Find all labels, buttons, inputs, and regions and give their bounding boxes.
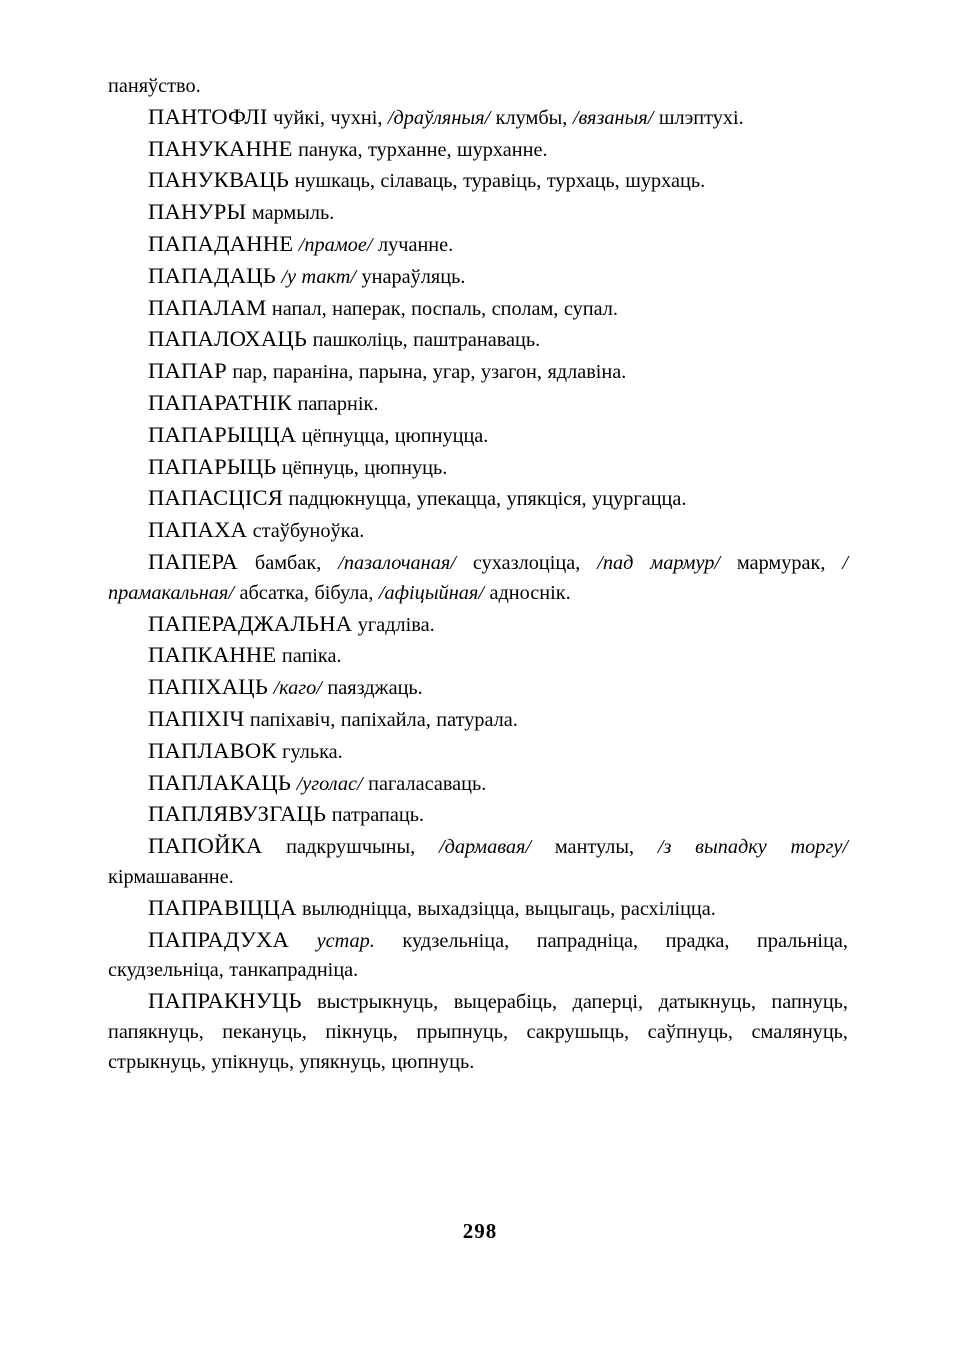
entry-senses <box>253 520 365 542</box>
dictionary-entry <box>108 293 848 325</box>
sense-qualifier: /драўляныя/ <box>387 106 491 129</box>
entry-senses <box>297 773 487 795</box>
sense-word-list: гулька. <box>282 740 343 763</box>
entry-headword: ПАПАДАЦЬ <box>148 262 276 288</box>
entry-headword: ПАПАЛАМ <box>148 294 267 320</box>
entry-senses <box>297 393 378 415</box>
sense-word-list: падкрушчыны, <box>286 836 439 859</box>
entry-headword: ПАНУРЫ <box>148 199 247 225</box>
sense-word-list: чуйкі, чухні, <box>273 106 388 129</box>
entry-headword: ПАПЕРА <box>148 548 238 574</box>
entry-senses <box>272 298 618 320</box>
entry-headword: ПАПІХАЦЬ <box>148 674 268 700</box>
sense-word-list: цёпнуцца, цюпнуцца. <box>301 424 489 447</box>
entry-headword: ПАПАСЦІСЯ <box>148 485 283 511</box>
entry-senses <box>298 139 548 161</box>
entry-senses <box>302 425 489 447</box>
entry-senses <box>252 202 334 224</box>
sense-word-list: папіка. <box>281 645 342 668</box>
entry-senses <box>358 614 435 636</box>
dictionary-entry <box>108 229 848 261</box>
sense-qualifier: /афіцыйная/ <box>378 581 484 604</box>
sense-word-list: шлэптухі. <box>653 106 744 129</box>
entry-headword: ПАПАРАТНІК <box>148 389 292 415</box>
sense-word-list: кудзельніца, папрадніца, прадка, пральніца, скудзельніца, танкапрадніца. <box>108 929 848 982</box>
dictionary-entry <box>108 736 848 768</box>
dictionary-entry <box>108 704 848 736</box>
sense-word-list: бамбак, <box>254 551 339 574</box>
entry-senses <box>273 107 744 129</box>
entry-headword: ПАПРАКНУЦЬ <box>148 988 302 1014</box>
dictionary-entry <box>108 483 848 515</box>
entry-senses <box>282 457 447 479</box>
sense-word-list: папарнік. <box>297 392 379 415</box>
sense-qualifier: /у такт/ <box>281 265 357 288</box>
entry-headword: ПАПЛАВОК <box>148 737 277 763</box>
entry-headword: ПАПІХІЧ <box>148 705 245 731</box>
entry-headword: ПАПРАВІЦЦА <box>148 894 297 920</box>
sense-word-list: цёпнуць, цюпнуць. <box>281 456 448 479</box>
runover-line: паняўство. <box>108 75 201 97</box>
entry-headword: ПАПАЛОХАЦЬ <box>148 326 308 352</box>
sense-word-list: абсатка, бібула, <box>233 581 379 604</box>
entry-senses <box>281 266 465 288</box>
sense-word-list: мармурак, <box>719 551 843 574</box>
entry-senses <box>288 488 686 510</box>
sense-word-list: мантулы, <box>531 836 658 859</box>
sense-word-list: нушкаць, сілаваць, туравіць, турхаць, шурхаць. <box>294 170 706 193</box>
sense-word-list: паязджаць. <box>321 677 423 700</box>
sense-word-list: пашколіць, паштранаваць. <box>312 329 541 352</box>
entry-headword: ПАПАРЫЦЦА <box>148 421 297 447</box>
entry-headword: ПАПОЙКА <box>148 833 263 859</box>
dictionary-entry <box>108 799 848 831</box>
dictionary-entry <box>108 356 848 388</box>
entry-headword: ПАПАР <box>148 358 227 384</box>
sense-word-list: панука, турханне, шурханне. <box>298 138 548 161</box>
entry-headword: ПАНУКВАЦЬ <box>148 167 290 193</box>
dictionary-entry <box>108 515 848 547</box>
entry-senses <box>250 709 518 731</box>
sense-word-list: лучанне. <box>372 233 454 256</box>
sense-word-list: кірмашаванне. <box>108 865 234 888</box>
entry-headword: ПАПАДАННЕ <box>148 230 294 256</box>
sense-qualifier: /з выпадку торгу/ <box>657 836 848 859</box>
entry-senses <box>273 677 422 699</box>
dictionary-entry <box>108 893 848 925</box>
dictionary-entry <box>108 165 848 197</box>
sense-qualifier: /дармавая/ <box>438 836 532 859</box>
text-column <box>108 72 848 1078</box>
dictionary-entry <box>108 925 848 987</box>
sense-word-list: угадліва. <box>357 613 435 636</box>
dictionary-entry <box>108 197 848 229</box>
entry-headword: ПАПЕРАДЖАЛЬНА <box>148 610 353 636</box>
entry-headword: ПАПЛЯВУЗГАЦЬ <box>148 801 327 827</box>
sense-word-list: клумбы, <box>490 106 573 129</box>
sense-word-list: пар, параніна, парына, угар, узагон, ядлавіна. <box>232 361 627 384</box>
entry-senses <box>302 898 716 920</box>
dictionary-entry <box>108 420 848 452</box>
sense-word-list: мармыль. <box>251 202 335 225</box>
dictionary-entry <box>108 640 848 672</box>
dictionary-entry <box>108 609 848 641</box>
sense-word-list: сухазлоціца, <box>455 551 598 574</box>
entry-senses <box>282 741 343 763</box>
entry-headword: ПАПАХА <box>148 517 248 543</box>
sense-word-list: пагаласаваць. <box>362 772 487 795</box>
entry-senses <box>313 329 541 351</box>
sense-qualifier: /каго/ <box>273 677 322 700</box>
entry-senses <box>299 234 454 256</box>
entry-senses <box>332 804 424 826</box>
sense-word-list: стаўбуноўка. <box>252 520 365 543</box>
sense-qualifier: /пад мармур/ <box>597 551 720 574</box>
dictionary-entry <box>108 388 848 420</box>
entry-headword: ПАПАРЫЦЬ <box>148 453 277 479</box>
sense-word-list: напал, наперак, поспаль, сполам, супал. <box>271 297 618 320</box>
sense-qualifier: /пазалочаная/ <box>338 551 456 574</box>
dictionary-entry <box>108 986 848 1077</box>
entry-senses <box>282 645 342 667</box>
dictionary-entry <box>108 831 848 893</box>
dictionary-entry <box>108 672 848 704</box>
sense-word-list: выстрыкнуць, выцерабіць, даперці, датыкнуць, папнуць, папякнуць, пекануць, пікнуць, прыпнуць, сакрушыць, саўпнуць, смалянуць, стрыкнуць, упікнуць, упякнуць, цюпнуць. <box>108 991 848 1073</box>
sense-qualifier: устар. <box>316 929 375 952</box>
dictionary-entry <box>108 261 848 293</box>
sense-qualifier: /прамакальная/ <box>108 551 848 604</box>
sense-word-list: адноснік. <box>483 581 571 604</box>
dictionary-entry <box>108 768 848 800</box>
dictionary-entry <box>108 134 848 166</box>
sense-qualifier: /уголас/ <box>296 772 363 795</box>
entry-headword: ПАНУКАННЕ <box>148 135 293 161</box>
entry-headword: ПАПЛАКАЦЬ <box>148 769 292 795</box>
entry-headword: ПАНТОФЛІ <box>148 103 268 129</box>
sense-word-list: унараўляць. <box>356 265 466 288</box>
dictionary-entry <box>108 102 848 134</box>
entry-headword: ПАПРАДУХА <box>148 926 290 952</box>
page-folio: 298 <box>462 1219 498 1243</box>
entry-headword: ПАПКАННЕ <box>148 642 277 668</box>
sense-word-list: падцюкнуцца, упекацца, упякціся, уцургацца. <box>288 488 687 511</box>
entry-senses <box>295 170 706 192</box>
sense-word-list: папіхавіч, папіхайла, патурала. <box>249 708 518 731</box>
entry-senses <box>232 361 626 383</box>
dictionary-entry <box>108 324 848 356</box>
dictionary-entry <box>108 452 848 484</box>
dictionary-entry <box>108 547 848 609</box>
sense-word-list: вылюдніцца, выхадзіцца, выцыгаць, расхіліцца. <box>301 897 716 920</box>
entry-list <box>108 102 848 1078</box>
sense-qualifier: /прамое/ <box>298 233 373 256</box>
sense-qualifier: /вязаныя/ <box>572 106 654 129</box>
sense-word-list: патрапаць. <box>331 804 425 827</box>
